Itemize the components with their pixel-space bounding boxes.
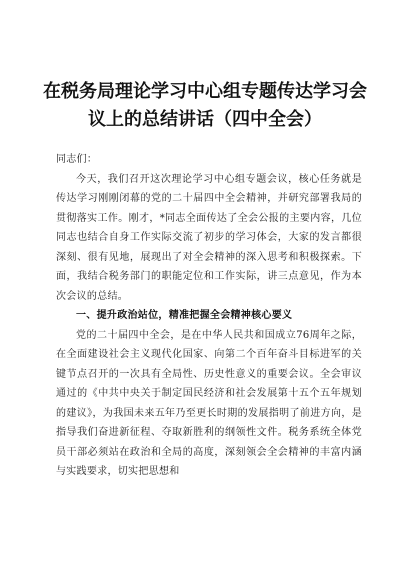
section-paragraph: 党的二十届四中全会，是在中华人民共和国成立76周年之际，在全面建设社会主义现代化国家、向第二个百年奋斗目标进军的关键节点召开的一次具有全局性、历史性意义的重要会议。全会审议通过的《中共中央关于制定国民经济和社会发展第十五个五年规划的建议》，为我国未来五年乃至更长时期的发展指明了前进方向，是指导我们奋进新征程、夺取新胜利的纲领性文件。税务系统全体党员干部必须站在政治和全局的高度，深刻领会全会精神的丰富内涵与实践要求，切实把思想和 <box>56 329 362 477</box>
section-heading: 一、提升政治站位，精准把握全会精神核心要义 <box>76 310 293 321</box>
document-body <box>56 150 362 482</box>
salutation: 同志们： <box>56 154 98 165</box>
document-title: 在税务局理论学习中心组专题传达学习会议上的总结讲话（四中全会） <box>43 81 367 130</box>
intro-paragraph: 今天，我们召开这次理论学习中心组专题会议，核心任务就是传达学习刚刚闭幕的党的二十届四中全会精神，并研究部署我局的贯彻落实工作。刚才，*同志全面传达了全会公报的主要内容，几位同志也结合自身工作实际交流了初步的学习体会，大家的发言都很深刻、很有见地，展现出了对全会精神的深入思考和积极探索。下面，我结合税务部门的职能定位和工作实际，讲三点意见，作为本次会议的总结。 <box>56 173 362 302</box>
